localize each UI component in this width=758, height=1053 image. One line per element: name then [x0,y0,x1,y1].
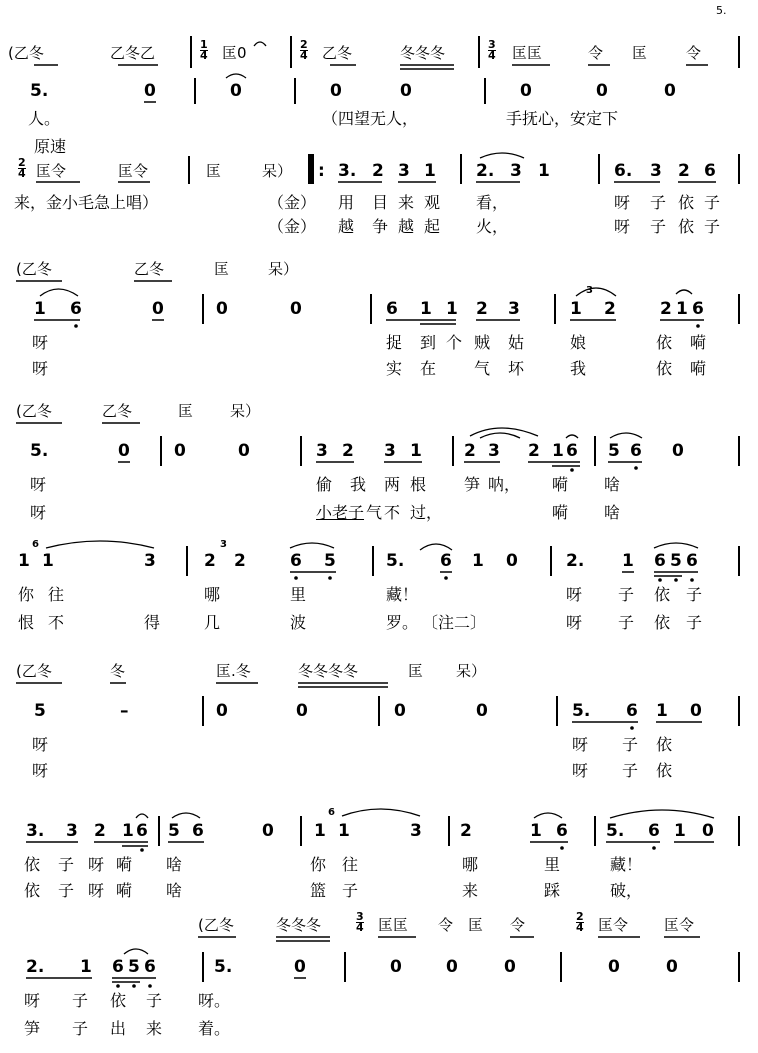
lyric: 啥 [604,475,621,494]
percussion-text: (乙冬 [8,44,44,62]
lyric: 贼 [474,333,491,352]
lyric: 嗬 [552,475,569,494]
jianpu-note: 1 [552,441,564,461]
lyric: 恨 [18,613,35,632]
percussion-text: (乙冬 [16,662,52,680]
jianpu-note: 0 [672,441,684,461]
lyric: 小 [316,503,333,522]
lyric: 气 [474,359,491,378]
jianpu-note: 6 [630,441,642,461]
jianpu-note: 2 [660,299,672,319]
lyric: 嗬 [116,855,133,874]
lyric: 依 [678,193,695,212]
lyric: 呀 [30,475,47,494]
jianpu-note: 6 [136,821,148,841]
grace-note: 6 [32,539,39,550]
jianpu-note: 5 [608,441,620,461]
lyric: 呀 [566,613,583,632]
lyric: 嗬 [690,333,707,352]
jianpu-note: 6 [386,299,398,319]
jianpu-note: 1 [18,551,30,571]
jianpu-note: 1 [676,299,688,319]
jianpu-note: 0 [690,701,702,721]
jianpu-note: 1 [656,701,668,721]
jianpu-note: 6 [654,551,666,571]
jianpu-note: 2 [476,299,488,319]
lyric: 来 [146,1019,163,1038]
jianpu-note: 5. [572,701,591,721]
lyric: 依 [656,735,673,754]
jianpu-note: 1 [42,551,54,571]
jianpu-note: 2 [204,551,216,571]
lyric: 个 [446,333,463,352]
lyric: 手抚心，安定下 [506,109,619,128]
jianpu-note: 1 [472,551,484,571]
lyric: 坏 [508,359,525,378]
jianpu-note: 2 [460,821,472,841]
lyric: 在 [420,359,437,378]
percussion-text: 匡令 [664,916,695,934]
lyric: 子 [686,585,703,604]
percussion-text: 匡0 [222,44,247,62]
lyric: 呀 [30,503,47,522]
lyric: 呀 [32,735,49,754]
jianpu-note: 0 [596,81,608,101]
jianpu-note: 3 [650,161,662,181]
jianpu-note: 6 [566,441,578,461]
jianpu-note: 6. [614,161,633,181]
lyric: 出 [110,1019,127,1038]
lyric: 越 [338,217,355,236]
jianpu-note: 1 [538,161,550,181]
jianpu-note: 2 [528,441,540,461]
lyric: 呀 [614,193,631,212]
jianpu-note: 5 [670,551,682,571]
lyric: 呀 [32,333,49,352]
lyric: 藏！ [386,585,419,604]
lyric: 来 [462,881,479,900]
time-signature: 2 4 [18,156,26,180]
lyric: 笋 [464,475,481,494]
percussion-text: 呆） [268,260,299,278]
lyric: 依 [656,359,673,378]
jianpu-note: 5. [386,551,405,571]
lyric: 嗬 [690,359,707,378]
grace-note: 6 [328,807,335,818]
jianpu-note: 3 [144,551,156,571]
lyric: 往 [48,585,65,604]
percussion-text: (乙冬 [16,260,52,278]
jianpu-note: 6 [692,299,704,319]
percussion-text: 匡令 [118,162,149,180]
lyric: 波 [290,613,307,632]
jianpu-note: 6 [704,161,716,181]
lyric: 笋 [24,1019,41,1038]
jianpu-note: 0 [294,957,306,977]
jianpu-note: 6 [144,957,156,977]
lyric: 我 [350,475,367,494]
jianpu-note: 3 [488,441,500,461]
percussion-text: 冬 [110,662,126,680]
jianpu-note: 1 [424,161,436,181]
lyric: 依 [24,855,41,874]
jianpu-note: 0 [400,81,412,101]
lyric: 呀 [88,855,105,874]
lyric: 我 [570,359,587,378]
jianpu-note: 5. [214,957,233,977]
lyric: 里 [544,855,561,874]
jianpu-note: 3 [398,161,410,181]
jianpu-note: 3. [26,821,45,841]
lyric: 来 [398,193,415,212]
percussion-text: 令 [438,916,454,934]
lyric: 呀 [32,359,49,378]
jianpu-note: 0 [666,957,678,977]
lyric: 篮 [310,881,327,900]
jianpu-note: 1 [446,299,458,319]
jianpu-note: 1 [420,299,432,319]
score-row-3 [0,252,758,392]
percussion-text: (乙冬 [198,916,234,934]
lyric: 用 [338,193,355,212]
lyric: 嗬 [116,881,133,900]
jianpu-note: 2 [342,441,354,461]
page-number: 5. [716,4,727,17]
jianpu-note: 1 [570,299,582,319]
jianpu-note: 6 [440,551,452,571]
lyric: 呀 [566,585,583,604]
jianpu-note: 0 [394,701,406,721]
score-row-5 [0,538,758,648]
percussion-text: (乙冬 [16,402,52,420]
score-row-1 [0,36,758,136]
lyric: 目 [372,193,389,212]
lyric: 子 [618,585,635,604]
jianpu-note: 6 [290,551,302,571]
percussion-text: 匡 [632,44,648,62]
jianpu-note: 0 [506,551,518,571]
jianpu-note: 2 [464,441,476,461]
score-row-4 [0,396,758,530]
lyric: 踩 [544,881,561,900]
jianpu-note: 6 [556,821,568,841]
lyric: 子 [72,991,89,1010]
jianpu-note: 5 [324,551,336,571]
lyric: 依 [656,333,673,352]
lyric: 火， [476,217,509,236]
time-signature: 2 4 [300,38,308,62]
lyric: 子 [58,855,75,874]
percussion-text: 匡 [178,402,194,420]
time-signature: 1 4 [200,38,208,62]
jianpu-note: 6 [626,701,638,721]
lyric: 几 [204,613,221,632]
jianpu-note: 5 [34,701,46,721]
lyric: 子 [618,613,635,632]
percussion-text: 呆） [230,402,261,420]
lyric: 呀。 [198,991,231,1010]
lyric: 依 [678,217,695,236]
score-row-2: 原速 2 4 匡令 匡令 匡 呆） : 3. 2 3 1 2. 3 1 6. 3 2 6 来，金小毛急上唱） （金） 用 目 来 观 看， 呀 子 依 子 （金） 越 争 越 起 火， 呀 子 依 子 [0,136,758,246]
jianpu-note: 2 [372,161,384,181]
jianpu-note: 6 [70,299,82,319]
percussion-text: 匡 [468,916,484,934]
lyric: 观 [424,193,441,212]
lyric: 姑 [508,333,525,352]
lyric: 过， [410,503,443,522]
lyric: 人。 [28,109,61,128]
lyric: 呀 [572,735,589,754]
jianpu-note: 0 [262,821,274,841]
lyric: 〔注二〕 [422,613,487,632]
jianpu-note: 0 [390,957,402,977]
lyric: 罗。 [386,613,419,632]
jianpu-note: 2 [604,299,616,319]
jianpu-note: 0 [504,957,516,977]
lyric: 你 [310,855,327,874]
lyric: 子 [622,761,639,780]
lyric: 哪 [204,585,221,604]
grace-note: 3 [220,539,227,550]
percussion-text: 匡 [214,260,230,278]
time-signature: 2 4 [576,910,584,934]
jianpu-note: 5 [168,821,180,841]
percussion-text: 呆） [262,162,293,180]
lyric: 呀 [32,761,49,780]
lyric: 依 [654,585,671,604]
jianpu-note: 1 [338,821,350,841]
percussion-text: 冬冬冬冬 [298,662,359,680]
jianpu-note: 6 [192,821,204,841]
jianpu-note: 1 [314,821,326,841]
lyric: 呀 [614,217,631,236]
lyric: 藏！ [610,855,643,874]
score-row-7 [0,800,758,900]
jianpu-note: 0 [330,81,342,101]
percussion-text: 匡匡 [378,916,409,934]
jianpu-note: 3 [384,441,396,461]
lyric: 子 [342,881,359,900]
lyric: 啥 [604,503,621,522]
jianpu-note: 6 [112,957,124,977]
lyric: 气 [366,503,383,522]
lyric: 老 [332,503,349,522]
lyric: 子 [146,991,163,1010]
jianpu-note: 0 [144,81,156,101]
lyric: 到 [420,333,437,352]
lyric: 呀 [88,881,105,900]
jianpu-note: 1 [674,821,686,841]
lyric: 子 [704,193,721,212]
jianpu-note: 2. [26,957,45,977]
lyric: 子 [686,613,703,632]
jianpu-note: 5 [128,957,140,977]
lyric: 偷 [316,475,333,494]
lyric: 往 [342,855,359,874]
jianpu-note: 2. [566,551,585,571]
percussion-text: 乙冬 [322,44,353,62]
jianpu-note: 2 [678,161,690,181]
score-row-6 [0,656,758,786]
jianpu-note: 5. [30,441,49,461]
lyric: 依 [656,761,673,780]
percussion-text: 匡.冬 [216,662,251,680]
percussion-text: 冬冬冬 [276,916,322,934]
lyric: 子 [650,217,667,236]
lyric: 不 [48,613,65,632]
lyric: 呐， [488,475,521,494]
score-row-8 [0,908,758,1048]
lyric: 看， [476,193,509,212]
jianpu-note: 2 [94,821,106,841]
percussion-text: 令 [510,916,526,934]
jianpu-note: 0 [216,299,228,319]
percussion-text: 匡令 [36,162,67,180]
lyric: 破， [610,881,643,900]
jianpu-note: 0 [296,701,308,721]
jianpu-note: 1 [80,957,92,977]
lyric: 嗬 [552,503,569,522]
lyric: 实 [386,359,403,378]
lyric: 来，金小毛急上唱） [14,193,159,212]
jianpu-note: 6 [648,821,660,841]
jianpu-note: 0 [702,821,714,841]
percussion-text: 令 [588,44,604,62]
jianpu-note: 0 [118,441,130,461]
percussion-text: 乙冬乙 [110,44,156,62]
tempo-mark: 原速 [34,137,67,156]
lyric: 着。 [198,1019,231,1038]
jianpu-note: 1 [410,441,422,461]
jianpu-note: 3 [510,161,522,181]
percussion-text: 令 [686,44,702,62]
lyric: 里 [290,585,307,604]
jianpu-note: 1 [34,299,46,319]
lyric: 捉 [386,333,403,352]
jianpu-note: 3 [66,821,78,841]
lyric: 越 [398,217,415,236]
lyric: 两 [384,475,401,494]
lyric: （四望无人， [322,109,419,128]
lyric: 子 [704,217,721,236]
lyric: 子 [58,881,75,900]
lyric: 子 [348,503,365,522]
jianpu-note: 5. [606,821,625,841]
lyric: 依 [654,613,671,632]
lyric: 呀 [572,761,589,780]
jianpu-note: 1 [622,551,634,571]
lyric: 依 [24,881,41,900]
jianpu-note: – [120,701,129,721]
jianpu-note: 0 [520,81,532,101]
percussion-text: 匡 [206,162,222,180]
percussion-text: 匡令 [598,916,629,934]
jianpu-note: 0 [216,701,228,721]
lyric: 啥 [166,881,183,900]
lyric: 娘 [570,333,587,352]
jianpu-note: 2. [476,161,495,181]
jianpu-note: 3. [338,161,357,181]
jianpu-note: 0 [608,957,620,977]
jianpu-note: 0 [290,299,302,319]
jianpu-note: 0 [664,81,676,101]
lyric: 得 [144,613,161,632]
percussion-text: 呆） [456,662,487,680]
jianpu-note: 1 [122,821,134,841]
jianpu-note: 0 [476,701,488,721]
jianpu-note: 0 [238,441,250,461]
percussion-text: 乙冬 [102,402,133,420]
lyric: 呀 [24,991,41,1010]
lyric: 啥 [166,855,183,874]
lyric: 不 [384,503,401,522]
lyric: 根 [410,475,427,494]
jianpu-note: 3 [508,299,520,319]
lyric: 子 [72,1019,89,1038]
jianpu-note: 3 [410,821,422,841]
lyric: （金） [268,217,317,236]
percussion-text: 冬冬冬 [400,44,446,62]
jianpu-note: 3 [316,441,328,461]
jianpu-note: 0 [174,441,186,461]
jianpu-note: 0 [446,957,458,977]
jianpu-note: 6 [686,551,698,571]
percussion-text: 匡 [408,662,424,680]
percussion-text: 匡匡 [512,44,543,62]
lyric: 子 [622,735,639,754]
lyric: 依 [110,991,127,1010]
grace-note: 3 [586,285,593,296]
lyric: 你 [18,585,35,604]
lyric: 争 [372,217,389,236]
jianpu-note: 5. [30,81,49,101]
lyric: 子 [650,193,667,212]
jianpu-note: 1 [530,821,542,841]
time-signature: 3 4 [488,38,496,62]
lyric: 起 [424,217,441,236]
time-signature: 3 4 [356,910,364,934]
jianpu-note: 0 [152,299,164,319]
jianpu-note: 2 [234,551,246,571]
jianpu-note: 0 [230,81,242,101]
lyric: 哪 [462,855,479,874]
lyric: （金） [268,193,317,212]
percussion-text: 乙冬 [134,260,165,278]
